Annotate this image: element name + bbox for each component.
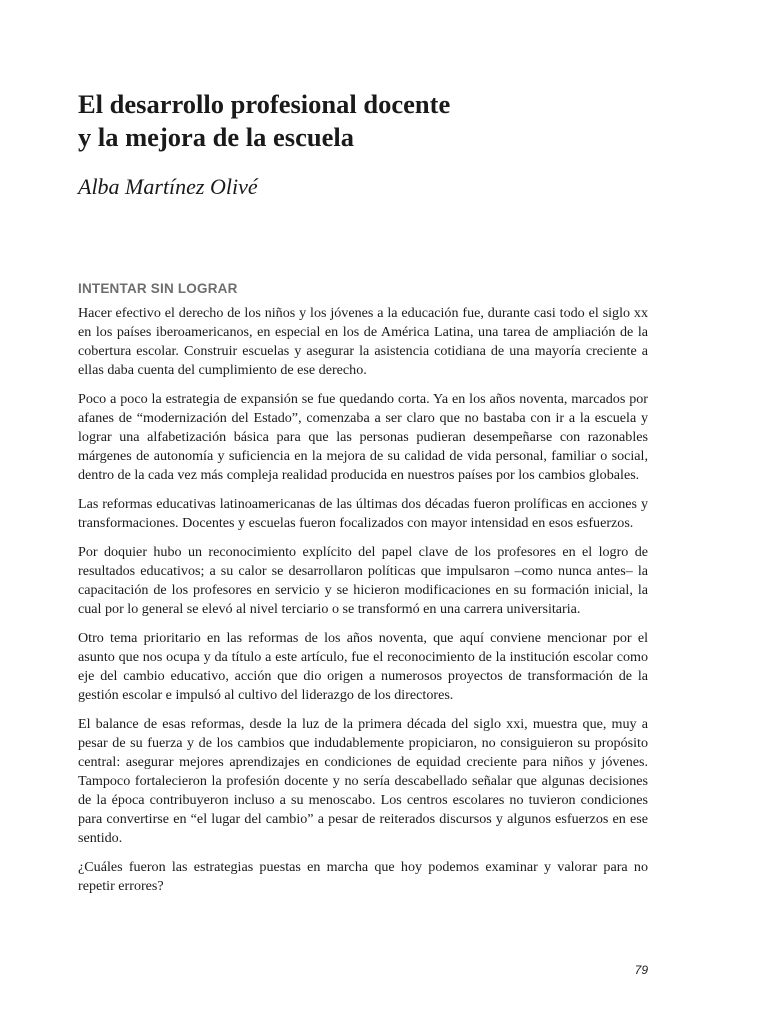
article-title-line-2: y la mejora de la escuela (78, 122, 354, 152)
paragraph-2: Poco a poco la estrategia de expansión se fue quedando corta. Ya en los años noventa, marcados por afanes de “modernización del Estado”, comenzaba a ser claro que no bastaba con ir a la escuela y lograr una alfabetización básica para que las personas pudieran desempeñarse con razonables márgenes de autonomía y suficiencia en la mejora de su calidad de vida personal, familiar o social, dentro de la cada vez más compleja realidad producida en nuestros países por los cambios globales. (78, 391, 648, 483)
paragraph-4: Por doquier hubo un reconocimiento explícito del papel clave de los profesores en el logro de resultados educativos; a su calor se desarrollaron políticas que impulsaron –como nunca antes– la capacitación de los profesores en servicio y se hicieron modificaciones en su formación inicial, la cual por lo general se elevó al nivel terciario o se transformó en una carrera universitaria. (78, 544, 648, 617)
page-number: 79 (634, 963, 648, 977)
document-page (78, 0, 648, 1024)
article-title (78, 88, 450, 154)
paragraph-1: Hacer efectivo el derecho de los niños y los jóvenes a la educación fue, durante casi todo el siglo xx en los países iberoamericanos, en especial en los de América Latina, una tarea de ampliación de la cobertura escolar. Construir escuelas y asegurar la asistencia cotidiana de una mayoría creciente a ellas daba cuenta del cumplimiento de ese derecho. (78, 305, 648, 378)
paragraph-5: Otro tema prioritario en las reformas de los años noventa, que aquí conviene mencionar por el asunto que nos ocupa y da título a este artículo, fue el reconocimiento de la institución escolar como eje del cambio educativo, acción que dio origen a numerosos proyectos de transformación de la gestión escolar e impulsó al cultivo del liderazgo de los directores. (78, 630, 648, 703)
paragraph-3: Las reformas educativas latinoamericanas de las últimas dos décadas fueron prolíficas en acciones y transformaciones. Docentes y escuelas fueron focalizados con mayor intensidad en esos esfuerzos. (78, 496, 648, 531)
article-author: Alba Martínez Olivé (78, 174, 258, 199)
article-title-line-1: El desarrollo profesional docente (78, 89, 451, 119)
paragraph-6: El balance de esas reformas, desde la luz de la primera década del siglo xxi, muestra que, muy a pesar de su fuerza y de los cambios que indudablemente propiciaron, no consiguieron su propósito central: asegurar mejores aprendizajes en condiciones de equidad creciente para niños y jóvenes. Tampoco fortalecieron la profesión docente y no sería descabellado señalar que algunas decisiones de la época contribuyeron incluso a su menoscabo. Los centros escolares no tuvieron condiciones para convertirse en “el lugar del cambio” a pesar de reiterados discursos y algunos esfuerzos en ese sentido. (78, 716, 648, 846)
article-body (78, 304, 648, 906)
section-heading: INTENTAR SIN LOGRAR (78, 281, 238, 296)
paragraph-7: ¿Cuáles fueron las estrategias puestas en marcha que hoy podemos examinar y valorar para no repetir errores? (78, 859, 648, 894)
